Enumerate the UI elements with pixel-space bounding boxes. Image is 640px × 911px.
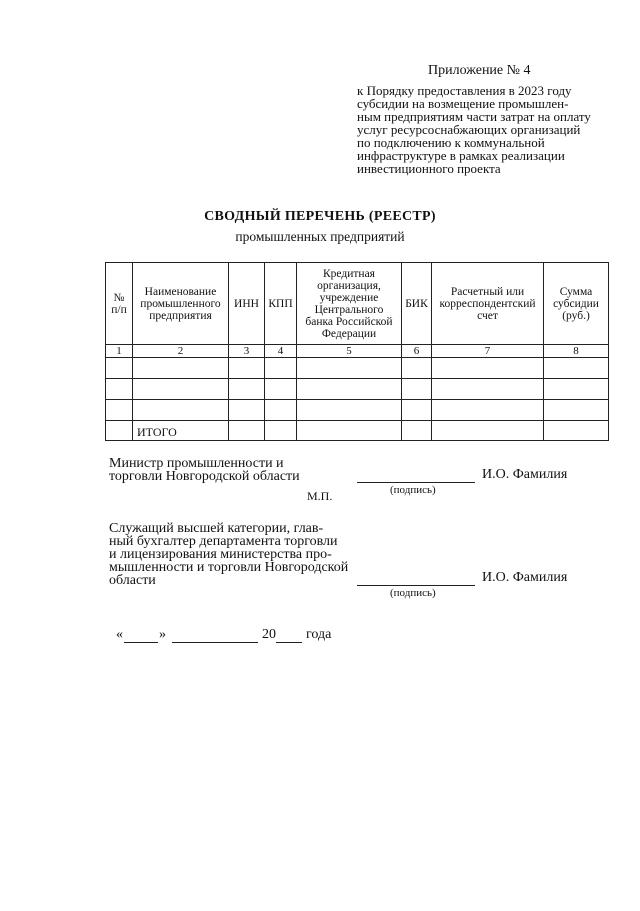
appendix-line: услуг ресурсоснабжающих организаций — [357, 122, 581, 137]
appendix-description — [357, 84, 617, 175]
header-enterprise-name: Наименование промышленного предприятия — [133, 263, 229, 345]
position-line: Служащий высшей категории, глав- — [109, 521, 324, 536]
accountant-signature-line — [357, 585, 475, 586]
column-number: 4 — [265, 345, 297, 358]
total-row — [106, 421, 609, 441]
registry-table — [105, 262, 609, 441]
header-kpp: КПП — [265, 263, 297, 345]
position-line: и лицензирования министерства про- — [109, 547, 332, 562]
column-number: 3 — [229, 345, 265, 358]
month-blank — [172, 630, 258, 643]
header-number: № п/п — [106, 263, 133, 345]
column-number: 2 — [133, 345, 229, 358]
open-quote: « — [116, 627, 123, 642]
position-line: Министр промышленности и — [109, 456, 284, 471]
table-row — [106, 358, 609, 379]
table-row — [106, 379, 609, 400]
table-row — [106, 400, 609, 421]
minister-signature-line — [357, 482, 475, 483]
stamp-label: М.П. — [307, 489, 333, 503]
accountant-name: И.О. Фамилия — [482, 570, 568, 585]
header-credit-organization: Кредитная организация, учреждение Центрального банка Российской Федерации — [297, 263, 402, 345]
year-blank — [276, 630, 302, 643]
column-number: 8 — [544, 345, 609, 358]
column-number: 1 — [106, 345, 133, 358]
column-number: 7 — [432, 345, 544, 358]
appendix-line: инфраструктуре в рамках реализации — [357, 148, 565, 163]
date-suffix: года — [306, 627, 332, 642]
document-subtitle: промышленных предприятий — [235, 229, 405, 244]
appendix-line: по подключению к коммунальной — [357, 135, 545, 150]
position-line: торговли Новгородской области — [109, 469, 300, 484]
minister-signature-caption: (подпись) — [390, 484, 436, 496]
column-number: 6 — [402, 345, 432, 358]
header-inn: ИНН — [229, 263, 265, 345]
position-line: ный бухгалтер департамента торговли — [109, 534, 338, 549]
header-subsidy-amount: Сумма субсидии (руб.) — [544, 263, 609, 345]
position-line: области — [109, 573, 156, 588]
year-prefix: 20 — [262, 627, 276, 642]
day-blank — [124, 630, 158, 643]
minister-position — [109, 457, 300, 483]
column-number: 5 — [297, 345, 402, 358]
appendix-title: Приложение № 4 — [428, 63, 531, 78]
appendix-line: ным предприятиям части затрат на оплату — [357, 109, 591, 124]
document-title: СВОДНЫЙ ПЕРЕЧЕНЬ (РЕЕСТР) — [204, 209, 436, 224]
accountant-position — [109, 522, 348, 587]
appendix-line: к Порядку предоставления в 2023 году — [357, 83, 572, 98]
minister-name: И.О. Фамилия — [482, 467, 568, 482]
appendix-line: субсидии на возмещение промышлен- — [357, 96, 569, 111]
column-number-row — [106, 345, 609, 358]
accountant-signature-caption: (подпись) — [390, 587, 436, 599]
header-bik: БИК — [402, 263, 432, 345]
position-line: мышленности и торговли Новгородской — [109, 560, 349, 575]
close-quote: » — [159, 627, 166, 642]
total-label: ИТОГО — [133, 421, 229, 441]
appendix-line: инвестиционного проекта — [357, 161, 501, 176]
header-account: Расчетный или корреспондентский счет — [432, 263, 544, 345]
date-line — [116, 627, 331, 643]
